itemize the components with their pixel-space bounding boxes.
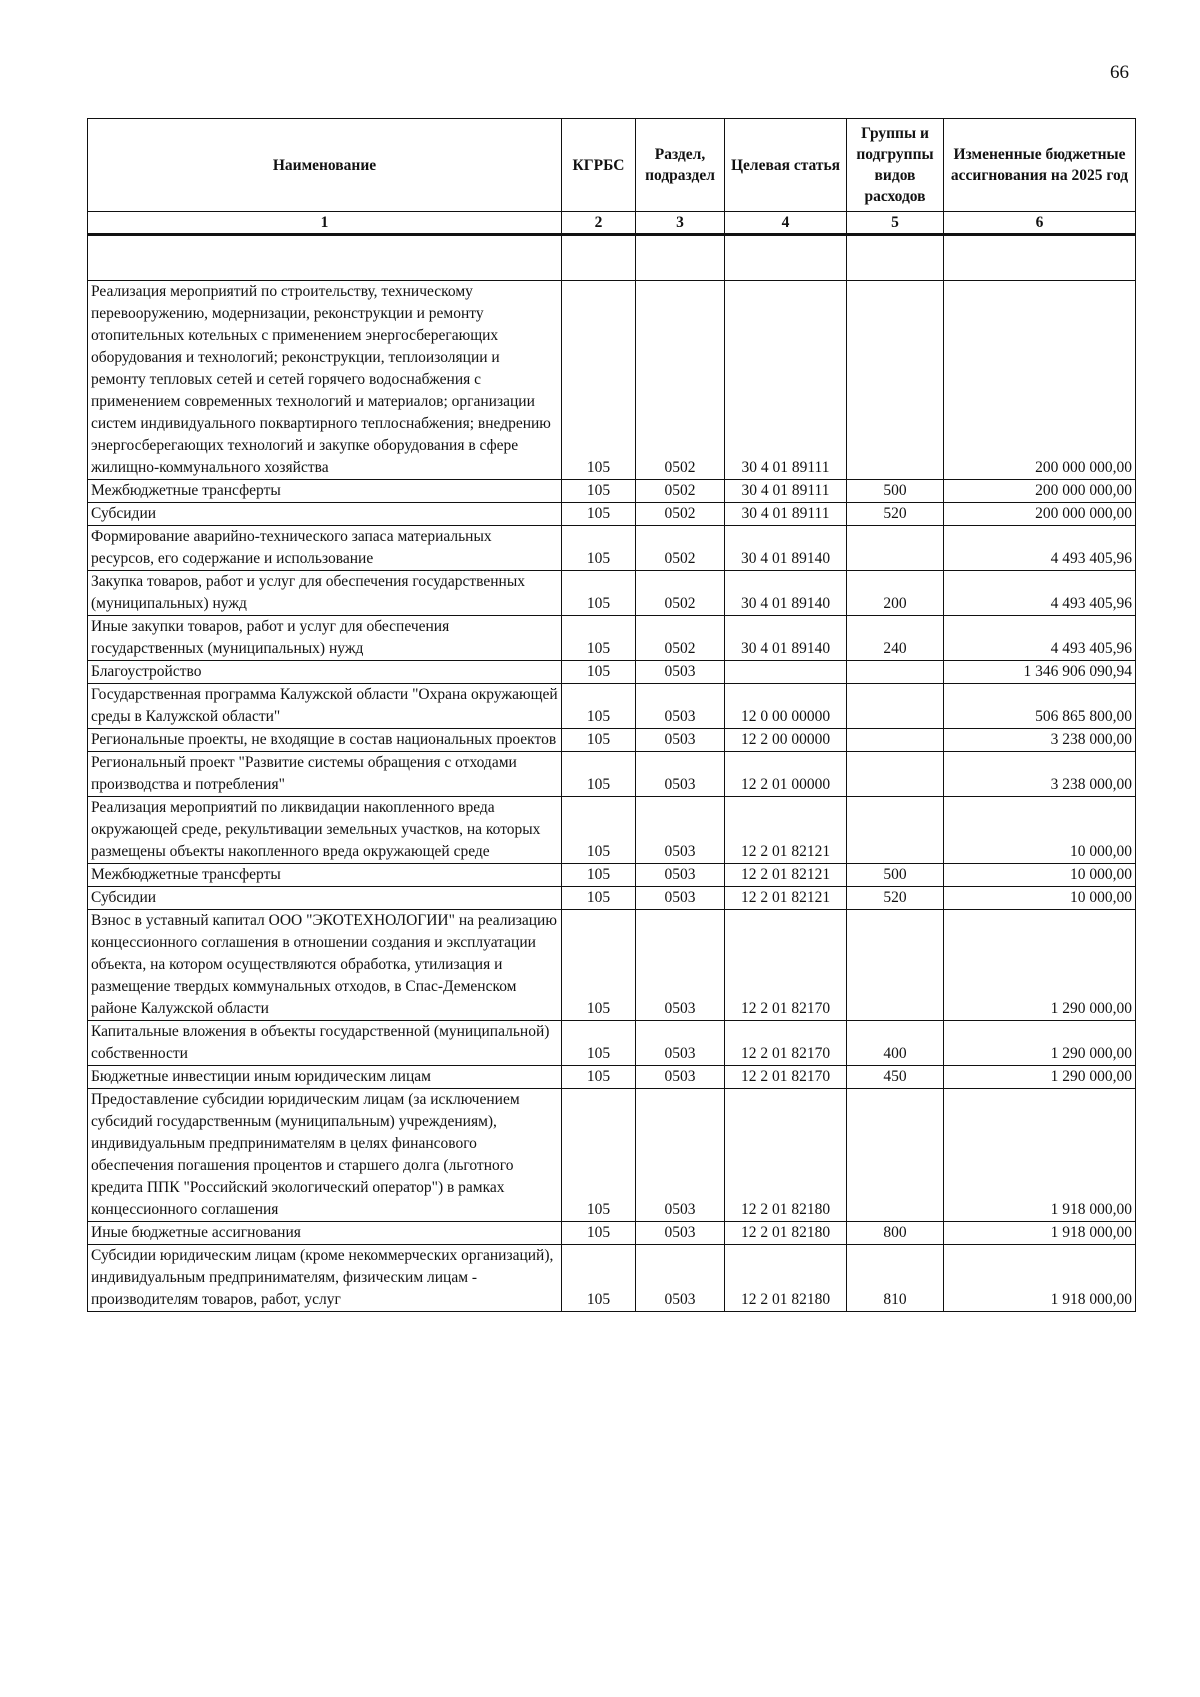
row-razdel-cell: 0503 xyxy=(636,1222,725,1245)
row-razdel-cell: 0503 xyxy=(636,1089,725,1222)
row-target-cell: 12 2 01 82170 xyxy=(725,1066,847,1089)
row-sum-cell: 4 493 405,96 xyxy=(944,616,1136,661)
row-razdel-cell: 0502 xyxy=(636,526,725,571)
row-sum-cell: 1 346 906 090,94 xyxy=(944,661,1136,684)
row-name-cell: Межбюджетные трансферты xyxy=(88,864,562,887)
row-group-cell xyxy=(847,281,944,480)
row-group-cell xyxy=(847,684,944,729)
row-kgrbs-cell: 105 xyxy=(562,1066,636,1089)
column-number: 3 xyxy=(636,212,725,235)
table-spacer-row xyxy=(88,235,1136,281)
row-target-cell: 12 2 01 82180 xyxy=(725,1245,847,1312)
row-name-cell: Благоустройство xyxy=(88,661,562,684)
table-row xyxy=(88,571,1136,616)
row-sum-cell: 1 918 000,00 xyxy=(944,1245,1136,1312)
row-kgrbs-cell: 105 xyxy=(562,1245,636,1312)
row-sum-cell: 1 918 000,00 xyxy=(944,1089,1136,1222)
row-razdel-cell: 0502 xyxy=(636,503,725,526)
table-row xyxy=(88,281,1136,480)
header-razdel: Раздел, подраздел xyxy=(636,119,725,212)
row-name-cell: Государственная программа Калужской области "Охрана окружающей среды в Калужской области" xyxy=(88,684,562,729)
row-group-cell xyxy=(847,797,944,864)
row-target-cell: 30 4 01 89111 xyxy=(725,281,847,480)
row-target-cell: 12 2 01 82121 xyxy=(725,797,847,864)
row-target-cell: 30 4 01 89111 xyxy=(725,503,847,526)
row-sum-cell: 1 290 000,00 xyxy=(944,1021,1136,1066)
row-razdel-cell: 0503 xyxy=(636,1245,725,1312)
page-number: 66 xyxy=(1110,62,1129,83)
row-razdel-cell: 0503 xyxy=(636,797,725,864)
column-number: 5 xyxy=(847,212,944,235)
column-number-row xyxy=(88,212,1136,235)
table-row xyxy=(88,910,1136,1021)
header-target: Целевая статья xyxy=(725,119,847,212)
header-name: Наименование xyxy=(88,119,562,212)
row-razdel-cell: 0503 xyxy=(636,864,725,887)
row-kgrbs-cell: 105 xyxy=(562,661,636,684)
row-sum-cell: 200 000 000,00 xyxy=(944,503,1136,526)
table-row xyxy=(88,616,1136,661)
row-kgrbs-cell: 105 xyxy=(562,797,636,864)
row-kgrbs-cell: 105 xyxy=(562,684,636,729)
row-razdel-cell: 0503 xyxy=(636,729,725,752)
row-kgrbs-cell: 105 xyxy=(562,281,636,480)
row-group-cell xyxy=(847,1089,944,1222)
row-kgrbs-cell: 105 xyxy=(562,571,636,616)
row-sum-cell: 4 493 405,96 xyxy=(944,526,1136,571)
table-row xyxy=(88,887,1136,910)
row-name-cell: Формирование аварийно-технического запаса материальных ресурсов, его содержание и использование xyxy=(88,526,562,571)
row-razdel-cell: 0503 xyxy=(636,684,725,729)
table-row xyxy=(88,729,1136,752)
table-row xyxy=(88,1245,1136,1312)
row-target-cell: 12 2 01 82180 xyxy=(725,1089,847,1222)
row-sum-cell: 200 000 000,00 xyxy=(944,480,1136,503)
row-group-cell: 240 xyxy=(847,616,944,661)
row-name-cell: Субсидии xyxy=(88,887,562,910)
row-target-cell: 12 2 00 00000 xyxy=(725,729,847,752)
row-name-cell: Реализация мероприятий по строительству, техническому перевооружению, модернизации, реконструкции и ремонту отопительных котельных с применением энергосберегающих оборудования и технологий; реконструкции, теплоизоляции и ремонту тепловых сетей и сетей горячего водоснабжения с применением современных технологий и материалов; организации систем индивидуального поквартирного теплоснабжения; внедрению энергосберегающих технологий и закупке оборудования в сфере жилищно-коммунального хозяйства xyxy=(88,281,562,480)
row-sum-cell: 10 000,00 xyxy=(944,797,1136,864)
row-razdel-cell: 0503 xyxy=(636,887,725,910)
table-row xyxy=(88,503,1136,526)
row-kgrbs-cell: 105 xyxy=(562,526,636,571)
header-sum: Измененные бюджетные ассигнования на 2025 год xyxy=(944,119,1136,212)
row-kgrbs-cell: 105 xyxy=(562,1222,636,1245)
row-group-cell: 400 xyxy=(847,1021,944,1066)
row-group-cell: 500 xyxy=(847,480,944,503)
row-sum-cell: 3 238 000,00 xyxy=(944,729,1136,752)
table-row xyxy=(88,1021,1136,1066)
row-sum-cell: 10 000,00 xyxy=(944,864,1136,887)
header-group: Группы и подгруппы видов расходов xyxy=(847,119,944,212)
row-target-cell: 12 2 01 82170 xyxy=(725,1021,847,1066)
row-name-cell: Региональный проект "Развитие системы обращения с отходами производства и потребления" xyxy=(88,752,562,797)
row-group-cell: 450 xyxy=(847,1066,944,1089)
row-kgrbs-cell: 105 xyxy=(562,729,636,752)
row-target-cell: 30 4 01 89140 xyxy=(725,616,847,661)
table-row xyxy=(88,480,1136,503)
row-target-cell: 30 4 01 89140 xyxy=(725,571,847,616)
row-name-cell: Предоставление субсидии юридическим лицам (за исключением субсидий государственным (муниципальным) учреждениям), индивидуальным предпринимателям в целях финансового обеспечения погашения процентов и старшего долга (льготного кредита ППК "Российский экологический оператор") в рамках концессионного соглашения xyxy=(88,1089,562,1222)
row-sum-cell: 1 918 000,00 xyxy=(944,1222,1136,1245)
row-group-cell xyxy=(847,752,944,797)
row-target-cell: 30 4 01 89111 xyxy=(725,480,847,503)
row-razdel-cell: 0503 xyxy=(636,910,725,1021)
budget-table xyxy=(87,118,1136,1312)
row-kgrbs-cell: 105 xyxy=(562,752,636,797)
row-name-cell: Иные закупки товаров, работ и услуг для обеспечения государственных (муниципальных) нужд xyxy=(88,616,562,661)
row-kgrbs-cell: 105 xyxy=(562,480,636,503)
row-name-cell: Иные бюджетные ассигнования xyxy=(88,1222,562,1245)
row-group-cell: 200 xyxy=(847,571,944,616)
column-number: 4 xyxy=(725,212,847,235)
row-target-cell: 12 2 01 82170 xyxy=(725,910,847,1021)
table-row xyxy=(88,526,1136,571)
row-kgrbs-cell: 105 xyxy=(562,910,636,1021)
row-target-cell: 12 2 01 00000 xyxy=(725,752,847,797)
row-razdel-cell: 0502 xyxy=(636,281,725,480)
row-group-cell: 810 xyxy=(847,1245,944,1312)
row-razdel-cell: 0502 xyxy=(636,571,725,616)
row-name-cell: Субсидии xyxy=(88,503,562,526)
row-name-cell: Взнос в уставный капитал ООО "ЭКОТЕХНОЛОГИИ" на реализацию концессионного соглашения в отношении создания и эксплуатации объекта, на котором осуществляются обработка, утилизация и размещение твердых коммунальных отходов, в Спас-Деменском районе Калужской области xyxy=(88,910,562,1021)
row-group-cell xyxy=(847,729,944,752)
row-group-cell: 520 xyxy=(847,503,944,526)
table-row xyxy=(88,684,1136,729)
row-kgrbs-cell: 105 xyxy=(562,1021,636,1066)
column-number: 2 xyxy=(562,212,636,235)
table-body xyxy=(88,235,1136,1312)
row-name-cell: Закупка товаров, работ и услуг для обеспечения государственных (муниципальных) нужд xyxy=(88,571,562,616)
row-sum-cell: 10 000,00 xyxy=(944,887,1136,910)
row-kgrbs-cell: 105 xyxy=(562,503,636,526)
table-row xyxy=(88,1089,1136,1222)
row-sum-cell: 200 000 000,00 xyxy=(944,281,1136,480)
table-row xyxy=(88,1222,1136,1245)
row-kgrbs-cell: 105 xyxy=(562,616,636,661)
row-group-cell xyxy=(847,526,944,571)
row-target-cell: 12 2 01 82121 xyxy=(725,887,847,910)
table-row xyxy=(88,752,1136,797)
row-name-cell: Межбюджетные трансферты xyxy=(88,480,562,503)
row-razdel-cell: 0503 xyxy=(636,661,725,684)
column-number: 6 xyxy=(944,212,1136,235)
table-row xyxy=(88,864,1136,887)
row-target-cell xyxy=(725,661,847,684)
row-target-cell: 12 2 01 82121 xyxy=(725,864,847,887)
table-row xyxy=(88,797,1136,864)
row-group-cell xyxy=(847,661,944,684)
row-sum-cell: 4 493 405,96 xyxy=(944,571,1136,616)
row-sum-cell: 1 290 000,00 xyxy=(944,1066,1136,1089)
row-name-cell: Субсидии юридическим лицам (кроме некоммерческих организаций), индивидуальным предпринимателям, физическим лицам - производителям товаров, работ, услуг xyxy=(88,1245,562,1312)
table-row xyxy=(88,1066,1136,1089)
table-row xyxy=(88,661,1136,684)
row-target-cell: 30 4 01 89140 xyxy=(725,526,847,571)
row-name-cell: Капитальные вложения в объекты государственной (муниципальной) собственности xyxy=(88,1021,562,1066)
row-razdel-cell: 0503 xyxy=(636,1066,725,1089)
row-razdel-cell: 0503 xyxy=(636,752,725,797)
row-sum-cell: 506 865 800,00 xyxy=(944,684,1136,729)
row-sum-cell: 1 290 000,00 xyxy=(944,910,1136,1021)
header-kgrbs: КГРБС xyxy=(562,119,636,212)
row-group-cell: 520 xyxy=(847,887,944,910)
row-group-cell: 500 xyxy=(847,864,944,887)
row-target-cell: 12 2 01 82180 xyxy=(725,1222,847,1245)
row-name-cell: Бюджетные инвестиции иным юридическим лицам xyxy=(88,1066,562,1089)
row-razdel-cell: 0503 xyxy=(636,1021,725,1066)
table-header-row xyxy=(88,119,1136,212)
row-razdel-cell: 0502 xyxy=(636,616,725,661)
column-number: 1 xyxy=(88,212,562,235)
row-group-cell xyxy=(847,910,944,1021)
row-sum-cell: 3 238 000,00 xyxy=(944,752,1136,797)
row-group-cell: 800 xyxy=(847,1222,944,1245)
row-name-cell: Реализация мероприятий по ликвидации накопленного вреда окружающей среде, рекультивации земельных участков, на которых размещены объекты накопленного вреда окружающей среде xyxy=(88,797,562,864)
row-name-cell: Региональные проекты, не входящие в состав национальных проектов xyxy=(88,729,562,752)
row-razdel-cell: 0502 xyxy=(636,480,725,503)
row-kgrbs-cell: 105 xyxy=(562,864,636,887)
row-kgrbs-cell: 105 xyxy=(562,1089,636,1222)
row-target-cell: 12 0 00 00000 xyxy=(725,684,847,729)
row-kgrbs-cell: 105 xyxy=(562,887,636,910)
